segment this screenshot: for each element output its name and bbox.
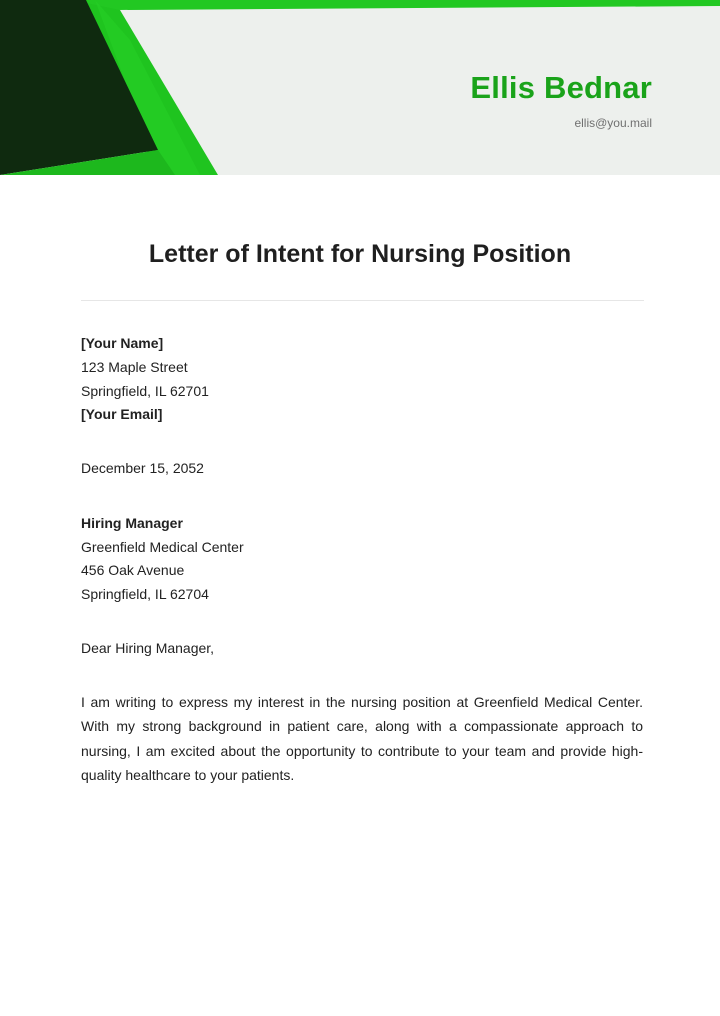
letter-date: December 15, 2052 bbox=[81, 460, 204, 476]
recipient-city: Springfield, IL 62704 bbox=[81, 586, 209, 602]
body-paragraph: I am writing to express my interest in the nursing position at Greenfield Medical Center. With my strong background in patient care, along with a compassionate approach to nursing, I am excited about the opportunity to contribute to your team and provide high-quality healthcare to your patients. bbox=[81, 694, 643, 783]
salutation: Dear Hiring Manager, bbox=[81, 640, 215, 656]
sender-email: ellis@you.mail bbox=[574, 116, 652, 130]
recipient-street: 456 Oak Avenue bbox=[81, 562, 185, 578]
recipient-title: Hiring Manager bbox=[81, 515, 183, 531]
sender-name-line: [Your Name] bbox=[81, 335, 164, 351]
title-divider bbox=[81, 300, 644, 301]
letter-title: Letter of Intent for Nursing Position bbox=[148, 240, 572, 268]
sender-city: Springfield, IL 62701 bbox=[81, 383, 209, 399]
letterhead bbox=[0, 0, 720, 175]
recipient-org: Greenfield Medical Center bbox=[81, 539, 244, 555]
sender-name: Ellis Bednar bbox=[470, 70, 652, 105]
sender-email-line: [Your Email] bbox=[81, 406, 163, 422]
sender-street: 123 Maple Street bbox=[81, 359, 188, 375]
